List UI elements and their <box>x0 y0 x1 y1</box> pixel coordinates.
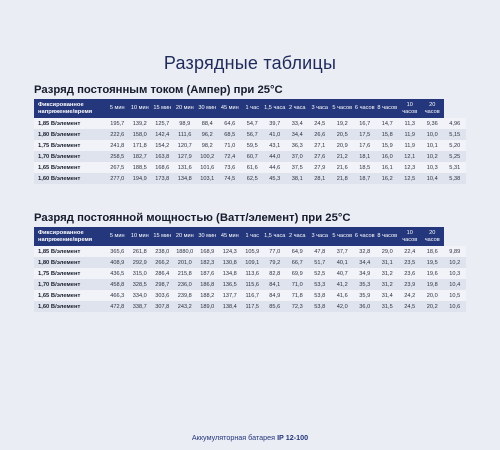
table-cell: 18,1 <box>354 151 377 162</box>
header-cell: 5 часов <box>331 227 354 246</box>
table-cell: 61,6 <box>241 162 264 173</box>
table-row <box>34 290 466 301</box>
table-cell: 365,6 <box>106 246 129 257</box>
table-cell: 201,0 <box>174 257 197 268</box>
table-cell: 134,8 <box>174 173 197 184</box>
table-cell: 171,8 <box>129 140 152 151</box>
row-label: 1,60 В/элемент <box>34 301 106 312</box>
table-cell: 241,8 <box>106 140 129 151</box>
table-cell: 29,0 <box>376 246 399 257</box>
row-label: 1,70 В/элемент <box>34 279 106 290</box>
table-cell: 303,6 <box>151 290 174 301</box>
table-cell: 21,2 <box>331 151 354 162</box>
table-row <box>34 173 466 184</box>
table-cell: 35,3 <box>354 279 377 290</box>
table-cell: 43,1 <box>264 140 287 151</box>
table-cell: 71,0 <box>286 279 309 290</box>
header-cell: 30 мин <box>196 99 219 118</box>
table-cell: 82,8 <box>264 268 287 279</box>
table-header-row <box>34 99 466 118</box>
table-cell: 10,3 <box>421 162 444 173</box>
table-cell: 39,7 <box>264 118 287 129</box>
header-cell: 2 часа <box>286 227 309 246</box>
table-cell: 258,5 <box>106 151 129 162</box>
table-cell: 194,9 <box>129 173 152 184</box>
current-section-title: Разряд постоянным током (Ампер) при 25°C <box>34 84 283 96</box>
table-row <box>34 301 466 312</box>
header-cell: 2 часа <box>286 99 309 118</box>
table-cell: 32,8 <box>354 246 377 257</box>
header-cell: 15 мин <box>151 227 174 246</box>
header-cell: 6 часов <box>354 99 377 118</box>
table-cell: 120,7 <box>174 140 197 151</box>
header-cell: 8 часов <box>376 227 399 246</box>
footer-model: IP 12-100 <box>277 433 309 442</box>
table-cell: 100,2 <box>196 151 219 162</box>
table-cell: 154,2 <box>151 140 174 151</box>
table-cell: 173,8 <box>151 173 174 184</box>
table-cell: 5,15 <box>444 129 467 140</box>
table-cell: 142,4 <box>151 129 174 140</box>
footer-prefix: Аккумуляторная батарея <box>191 433 276 442</box>
table-cell: 36,3 <box>286 140 309 151</box>
table-cell: 77,0 <box>264 246 287 257</box>
table-cell: 10,2 <box>421 151 444 162</box>
header-cell: 45 мин <box>219 99 242 118</box>
table-cell: 9,89 <box>444 246 467 257</box>
table-cell: 11,3 <box>399 118 422 129</box>
table-cell: 267,5 <box>106 162 129 173</box>
table-cell: 266,2 <box>151 257 174 268</box>
table-cell: 74,5 <box>219 173 242 184</box>
table-cell: 20,5 <box>331 129 354 140</box>
table-cell: 298,7 <box>151 279 174 290</box>
table-cell: 243,2 <box>174 301 197 312</box>
row-label: 1,80 В/элемент <box>34 129 106 140</box>
header-cell: 10 мин <box>129 99 152 118</box>
header-cell: 45 мин <box>219 227 242 246</box>
table-cell: 239,8 <box>174 290 197 301</box>
table-cell: 458,8 <box>106 279 129 290</box>
table-cell: 21,8 <box>331 173 354 184</box>
table-cell: 24,2 <box>399 290 422 301</box>
table-row <box>34 129 466 140</box>
table-cell: 17,5 <box>354 129 377 140</box>
header-cell: 15 мин <box>151 99 174 118</box>
header-cell: 5 мин <box>106 227 129 246</box>
table-cell: 62,5 <box>241 173 264 184</box>
table-cell: 5,25 <box>444 151 467 162</box>
table-cell: 338,7 <box>129 301 152 312</box>
table-cell: 292,9 <box>129 257 152 268</box>
table-cell: 238,0 <box>151 246 174 257</box>
table-cell: 54,7 <box>241 118 264 129</box>
table-cell: 138,4 <box>219 301 242 312</box>
table-cell: 315,0 <box>129 268 152 279</box>
table-cell: 115,6 <box>241 279 264 290</box>
table-cell: 187,6 <box>196 268 219 279</box>
table-cell: 98,2 <box>196 140 219 151</box>
table-cell: 26,6 <box>309 129 332 140</box>
row-label: 1,75 В/элемент <box>34 268 106 279</box>
header-cell: 20 часов <box>421 99 444 118</box>
table-cell: 98,9 <box>174 118 197 129</box>
header-cell: 30 мин <box>196 227 219 246</box>
table-cell: 334,0 <box>129 290 152 301</box>
table-cell: 41,2 <box>331 279 354 290</box>
table-row <box>34 162 466 173</box>
power-discharge-table <box>34 227 466 312</box>
table-cell: 328,5 <box>129 279 152 290</box>
table-cell: 44,0 <box>264 151 287 162</box>
table-row <box>34 118 466 129</box>
table-cell: 116,7 <box>241 290 264 301</box>
table-cell: 24,5 <box>309 118 332 129</box>
table-cell: 53,8 <box>309 290 332 301</box>
row-label: 1,60 В/элемент <box>34 173 106 184</box>
table-cell: 31,2 <box>376 279 399 290</box>
table-cell: 101,6 <box>196 162 219 173</box>
table-cell: 5,31 <box>444 162 467 173</box>
table-cell: 72,4 <box>219 151 242 162</box>
table-header-row <box>34 227 466 246</box>
table-cell: 23,5 <box>399 257 422 268</box>
table-cell: 34,4 <box>286 129 309 140</box>
table-cell: 73,6 <box>219 162 242 173</box>
table-cell: 12,3 <box>399 162 422 173</box>
table-cell: 24,5 <box>399 301 422 312</box>
header-cell-voltage-time: Фиксированное напряжение/время <box>34 227 106 246</box>
table-cell: 85,6 <box>264 301 287 312</box>
table-cell: 1880,0 <box>174 246 197 257</box>
table-cell: 71,0 <box>219 140 242 151</box>
table-cell: 195,7 <box>106 118 129 129</box>
table-cell: 31,4 <box>376 290 399 301</box>
table-cell: 124,3 <box>219 246 242 257</box>
table-cell: 52,5 <box>309 268 332 279</box>
table-row <box>34 268 466 279</box>
table-cell: 27,9 <box>309 162 332 173</box>
table-cell: 72,3 <box>286 301 309 312</box>
table-cell: 41,0 <box>264 129 287 140</box>
table-cell: 10,3 <box>444 268 467 279</box>
table-cell: 5,20 <box>444 140 467 151</box>
table-cell: 10,2 <box>444 257 467 268</box>
table-cell: 20,0 <box>421 290 444 301</box>
table-cell: 37,0 <box>286 151 309 162</box>
row-label: 1,65 В/элемент <box>34 290 106 301</box>
table-cell: 111,6 <box>174 129 197 140</box>
table-row <box>34 140 466 151</box>
table-cell: 19,6 <box>421 268 444 279</box>
table-cell: 12,5 <box>399 173 422 184</box>
table-cell: 408,9 <box>106 257 129 268</box>
table-cell: 236,0 <box>174 279 197 290</box>
table-cell: 186,8 <box>196 279 219 290</box>
table-cell: 168,9 <box>196 246 219 257</box>
header-cell: 1 час <box>241 227 264 246</box>
table-cell: 11,9 <box>399 129 422 140</box>
table-cell: 84,9 <box>264 290 287 301</box>
header-cell: 20 мин <box>174 99 197 118</box>
table-cell: 37,7 <box>331 246 354 257</box>
table-cell: 38,1 <box>286 173 309 184</box>
table-cell: 27,1 <box>309 140 332 151</box>
header-cell: 6 часов <box>354 227 377 246</box>
header-cell: 10 мин <box>129 227 152 246</box>
table-cell: 182,7 <box>129 151 152 162</box>
row-label: 1,75 В/элемент <box>34 140 106 151</box>
table-cell: 215,8 <box>174 268 197 279</box>
table-cell: 66,7 <box>286 257 309 268</box>
table-cell: 17,6 <box>354 140 377 151</box>
table-cell: 56,7 <box>241 129 264 140</box>
table-cell: 18,7 <box>354 173 377 184</box>
table-cell: 158,0 <box>129 129 152 140</box>
table-cell: 10,4 <box>421 173 444 184</box>
table-cell: 472,8 <box>106 301 129 312</box>
header-cell: 1 час <box>241 99 264 118</box>
table-cell: 45,3 <box>264 173 287 184</box>
table-cell: 33,4 <box>286 118 309 129</box>
table-cell: 27,6 <box>309 151 332 162</box>
header-cell: 3 часа <box>309 99 332 118</box>
table-cell: 34,9 <box>354 268 377 279</box>
header-cell: 10 часов <box>399 227 422 246</box>
table-cell: 28,1 <box>309 173 332 184</box>
current-discharge-table <box>34 99 466 184</box>
table-cell: 23,6 <box>399 268 422 279</box>
table-cell: 88,4 <box>196 118 219 129</box>
table-cell: 21,6 <box>331 162 354 173</box>
power-section-title: Разряд постоянной мощностью (Ватт/элемент) при 25°C <box>34 212 351 224</box>
table-cell: 42,0 <box>331 301 354 312</box>
table-cell: 137,7 <box>219 290 242 301</box>
row-label: 1,85 В/элемент <box>34 118 106 129</box>
table-cell: 436,5 <box>106 268 129 279</box>
table-cell: 189,0 <box>196 301 219 312</box>
table-cell: 188,2 <box>196 290 219 301</box>
table-cell: 44,6 <box>264 162 287 173</box>
header-cell: 10 часов <box>399 99 422 118</box>
table-cell: 163,8 <box>151 151 174 162</box>
row-label: 1,65 В/элемент <box>34 162 106 173</box>
table-cell: 188,5 <box>129 162 152 173</box>
table-cell: 105,9 <box>241 246 264 257</box>
table-cell: 14,7 <box>376 118 399 129</box>
table-cell: 40,7 <box>331 268 354 279</box>
table-cell: 59,5 <box>241 140 264 151</box>
table-cell: 307,8 <box>151 301 174 312</box>
table-cell: 23,9 <box>399 279 422 290</box>
table-cell: 16,1 <box>376 162 399 173</box>
page-title: Разрядные таблицы <box>163 53 337 73</box>
table-cell: 15,9 <box>376 140 399 151</box>
header-cell: 20 мин <box>174 227 197 246</box>
table-cell: 15,8 <box>376 129 399 140</box>
header-cell: 1,5 часа <box>264 99 287 118</box>
table-cell: 134,8 <box>219 268 242 279</box>
row-label: 1,80 В/элемент <box>34 257 106 268</box>
table-cell: 16,7 <box>354 118 377 129</box>
table-cell: 71,8 <box>286 290 309 301</box>
header-cell: 5 мин <box>106 99 129 118</box>
table-cell: 18,6 <box>421 246 444 257</box>
table-cell: 19,8 <box>421 279 444 290</box>
footer-caption <box>0 433 500 442</box>
table-cell: 31,1 <box>376 257 399 268</box>
row-label: 1,85 В/элемент <box>34 246 106 257</box>
table-cell: 113,6 <box>241 268 264 279</box>
table-cell: 127,9 <box>174 151 197 162</box>
table-cell: 131,6 <box>174 162 197 173</box>
table-cell: 261,8 <box>129 246 152 257</box>
table-cell: 35,9 <box>354 290 377 301</box>
table-cell: 20,2 <box>421 301 444 312</box>
table-cell: 22,4 <box>399 246 422 257</box>
table-row <box>34 151 466 162</box>
table-cell: 31,5 <box>376 301 399 312</box>
table-cell: 286,4 <box>151 268 174 279</box>
table-cell: 109,1 <box>241 257 264 268</box>
table-cell: 11,9 <box>399 140 422 151</box>
table-cell: 64,6 <box>219 118 242 129</box>
header-cell: 20 часов <box>421 227 444 246</box>
table-cell: 84,1 <box>264 279 287 290</box>
table-row <box>34 246 466 257</box>
table-cell: 40,1 <box>331 257 354 268</box>
table-cell: 16,0 <box>376 151 399 162</box>
row-label: 1,70 В/элемент <box>34 151 106 162</box>
header-cell: 3 часа <box>309 227 332 246</box>
table-cell: 31,2 <box>376 268 399 279</box>
header-cell-voltage-time: Фиксированное напряжение/время <box>34 99 106 118</box>
table-cell: 466,3 <box>106 290 129 301</box>
header-cell: 1,5 часа <box>264 227 287 246</box>
table-cell: 10,5 <box>444 290 467 301</box>
table-cell: 19,5 <box>421 257 444 268</box>
table-cell: 139,2 <box>129 118 152 129</box>
table-cell: 125,7 <box>151 118 174 129</box>
table-cell: 4,96 <box>444 118 467 129</box>
table-cell: 10,4 <box>444 279 467 290</box>
table-cell: 10,6 <box>444 301 467 312</box>
table-cell: 60,7 <box>241 151 264 162</box>
table-cell: 19,2 <box>331 118 354 129</box>
table-cell: 53,8 <box>309 301 332 312</box>
table-cell: 96,2 <box>196 129 219 140</box>
table-cell: 182,3 <box>196 257 219 268</box>
table-cell: 16,2 <box>376 173 399 184</box>
table-cell: 130,8 <box>219 257 242 268</box>
table-cell: 277,0 <box>106 173 129 184</box>
table-cell: 5,38 <box>444 173 467 184</box>
table-cell: 103,1 <box>196 173 219 184</box>
table-cell: 79,2 <box>264 257 287 268</box>
table-cell: 34,4 <box>354 257 377 268</box>
table-cell: 18,5 <box>354 162 377 173</box>
table-cell: 222,6 <box>106 129 129 140</box>
header-cell: 5 часов <box>331 99 354 118</box>
table-cell: 168,6 <box>151 162 174 173</box>
table-cell: 20,9 <box>331 140 354 151</box>
table-cell: 69,9 <box>286 268 309 279</box>
table-cell: 37,5 <box>286 162 309 173</box>
table-cell: 9,36 <box>421 118 444 129</box>
header-cell: 8 часов <box>376 99 399 118</box>
table-cell: 64,9 <box>286 246 309 257</box>
table-cell: 51,7 <box>309 257 332 268</box>
table-cell: 117,5 <box>241 301 264 312</box>
table-cell: 136,5 <box>219 279 242 290</box>
table-cell: 12,1 <box>399 151 422 162</box>
table-cell: 47,8 <box>309 246 332 257</box>
table-cell: 41,6 <box>331 290 354 301</box>
table-cell: 10,1 <box>421 140 444 151</box>
table-cell: 36,0 <box>354 301 377 312</box>
table-cell: 10,0 <box>421 129 444 140</box>
table-cell: 68,5 <box>219 129 242 140</box>
table-cell: 53,3 <box>309 279 332 290</box>
table-row <box>34 257 466 268</box>
table-row <box>34 279 466 290</box>
